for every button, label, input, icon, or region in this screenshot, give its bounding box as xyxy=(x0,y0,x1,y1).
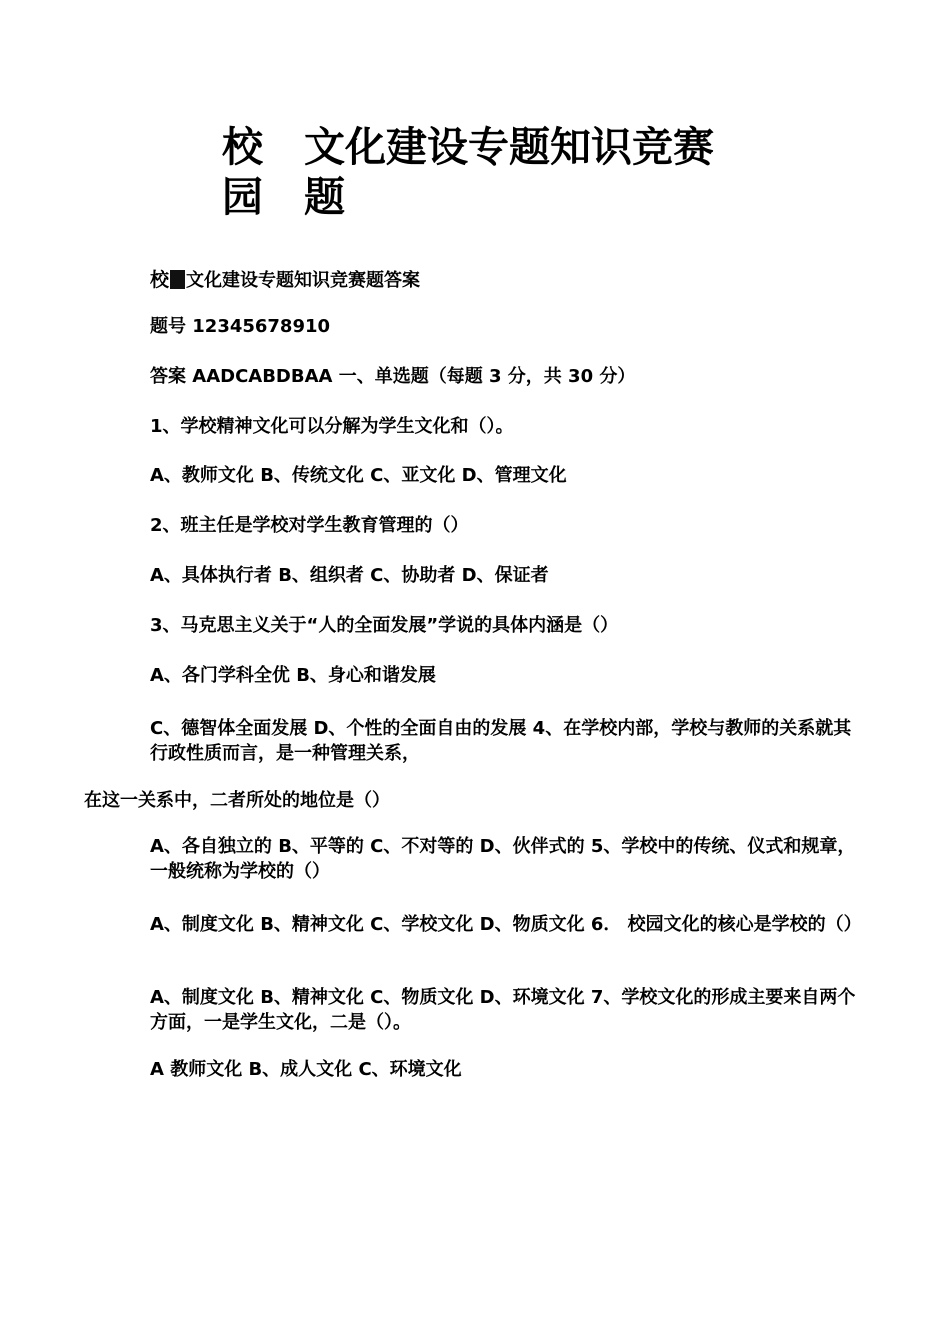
title-line-1 xyxy=(222,122,714,172)
options-3b-question-4: C、德智体全面发展 D、个性的全面自由的发展 4、在学校内部，学校与教师的关系就其行政性质而言，是一种管理关系， xyxy=(150,718,852,764)
answer-heading-text: 文化建设专题知识竞赛题答案 xyxy=(186,270,421,291)
answer-heading-char: 校 xyxy=(150,269,170,291)
options-6-question-7: A、制度文化 B、精神文化 C、物质文化 D、环境文化 7、学校文化的形成主要来自两个方面，一是学生文化，二是（）。 xyxy=(150,987,856,1033)
document-title xyxy=(222,122,714,222)
title-char-1: 校 xyxy=(222,123,263,171)
title-char-2: 园 xyxy=(222,173,263,221)
options-5-question-6: A、制度文化 B、精神文化 C、学校文化 D、物质文化 6． 校园文化的核心是学校的（） xyxy=(150,914,862,935)
title-line-2 xyxy=(222,172,714,222)
redaction-block xyxy=(170,270,185,289)
answer-row: 答案 AADCABDBAA 一、单选题（每题 3 分，共 30 分） xyxy=(150,366,636,387)
options-7: A 教师文化 B、成人文化 C、环境文化 xyxy=(150,1059,462,1080)
question-number-row: 题号 12345678910 xyxy=(150,316,331,337)
options-4-question-5: A、各自独立的 B、平等的 C、不对等的 D、伙伴式的 5、学校中的传统、仪式和规章，一般统称为学校的（） xyxy=(150,836,856,882)
title-text-2: 题 xyxy=(304,173,345,221)
options-1: A、教师文化 B、传统文化 C、亚文化 D、管理文化 xyxy=(150,465,567,486)
question-4-continued: 在这一关系中，二者所处的地位是（） xyxy=(84,790,390,811)
title-text-1: 文化建设专题知识竞赛 xyxy=(304,123,714,171)
question-2: 2、班主任是学校对学生教育管理的（） xyxy=(150,515,469,536)
question-1: 1、学校精神文化可以分解为学生文化和（）。 xyxy=(150,416,514,437)
options-3a: A、各门学科全优 B、身心和谐发展 xyxy=(150,665,436,686)
question-3: 3、马克思主义关于“人的全面发展”学说的具体内涵是（） xyxy=(150,615,619,636)
options-2: A、具体执行者 B、组织者 C、协助者 D、保证者 xyxy=(150,565,549,586)
answer-heading xyxy=(150,268,862,293)
